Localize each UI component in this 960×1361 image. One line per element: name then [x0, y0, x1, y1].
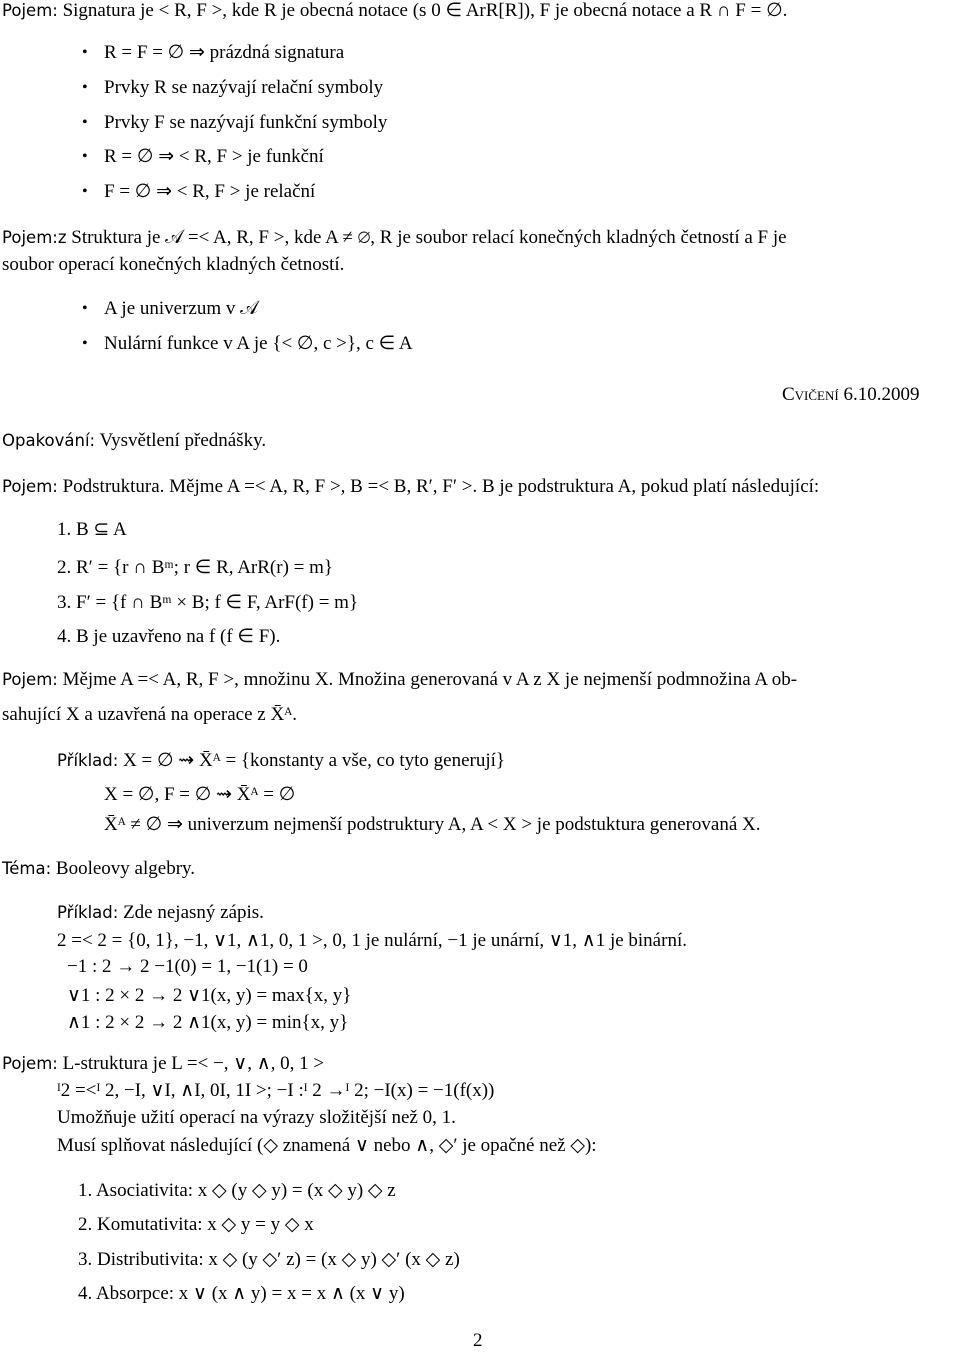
def-struktura: Pojem:z Struktura je 𝒜 =< A, R, F >, kde A ≠ ∅, R je soubor relací konečných kladných četností a F je [2, 227, 787, 248]
label-prefix: Pojem:z [2, 228, 67, 247]
bullet-nullary: • Nulární funkce v A je {< ∅, c >}, c ∈ A [104, 333, 413, 355]
bullet-function-symbols: • Prvky F se nazývají funkční symboly [104, 112, 387, 134]
label-prefix: Pojem: [2, 1, 58, 20]
priklad-1-line-3: X̄ᴬ ≠ ∅ ⇒ univerzum nejmenší podstruktury A, A < X > je podstuktura generovaná X. [104, 814, 761, 835]
section-opakovani: Opakování: Vysvětlení přednášky. [2, 430, 267, 451]
podstruktura-item-1: 1. B ⊆ A [57, 519, 127, 540]
priklad-2-title: Příklad: Zde nejasný zápis. [57, 902, 264, 923]
label-prefix: Příklad: [57, 751, 119, 770]
priklad-1-line-2: X = ∅, F = ∅ ⇝ X̄ᴬ = ∅ [104, 784, 296, 805]
def-generovana: Pojem: Mějme A =< A, R, F >, množinu X. Množina generovaná v A z X je nejmenší podmnožina A ob- [2, 669, 798, 690]
bullet-relational: • F = ∅ ⇒ < R, F > je relační [104, 181, 315, 203]
def-l-struktura: Pojem: L-struktura je L =< −, ∨, ∧, 0, 1 > [2, 1053, 325, 1074]
lecture-date: Cvičení 6.10.2009 [782, 384, 920, 405]
axiom-komutativita: 2. Komutativita: x ◇ y = y ◇ x [78, 1214, 314, 1235]
def-signatura: Pojem: Signatura je < R, F >, kde R je obecná notace (s 0 ∈ ArR[R]), F je obecná notace a R ∩ F = ∅. [2, 0, 788, 21]
l-struktura-line-1: ᴵ2 =<ᴵ 2, −I, ∨I, ∧I, 0I, 1I >; −I :ᴵ 2 →ᴵ 2; −I(x) = −1(f(x)) [57, 1080, 495, 1101]
def-generovana-cont: sahující X a uzavřená na operace z X̄ᴬ. [2, 704, 297, 725]
axiom-absorpce: 4. Absorpce: x ∨ (x ∧ y) = x = x ∧ (x ∨ y) [78, 1283, 405, 1304]
podstruktura-item-4: 4. B je uzavřeno na f (f ∈ F). [57, 626, 281, 647]
podstruktura-item-2: 2. R′ = {r ∩ Bᵐ; r ∈ R, ArR(r) = m} [57, 557, 334, 578]
bullet-universe: • A je univerzum v 𝒜 [104, 298, 258, 320]
label-prefix: Pojem: [2, 477, 58, 496]
priklad-2-line-3: ∨1 : 2 × 2 → 2 ∨1(x, y) = max{x, y} [67, 985, 352, 1006]
def-podstruktura: Pojem: Podstruktura. Mějme A =< A, R, F >, B =< B, R′, F′ >. B je podstruktura A, pokud platí následující: [2, 476, 820, 497]
podstruktura-item-3: 3. F′ = {f ∩ Bᵐ × B; f ∈ F, ArF(f) = m} [57, 592, 359, 613]
label-prefix: Pojem: [2, 1054, 58, 1073]
page-number: 2 [473, 1330, 483, 1351]
topic-booleovy-algebry: Téma: Booleovy algebry. [2, 858, 196, 879]
def-struktura-cont: soubor operací konečných kladných četností. [2, 254, 345, 275]
priklad-2-line-2: −1 : 2 → 2 −1(0) = 1, −1(1) = 0 [67, 956, 308, 977]
label-prefix: Pojem: [2, 670, 58, 689]
label-prefix: Příklad: [57, 903, 119, 922]
axiom-asociativita: 1. Asociativita: x ◇ (y ◇ y) = (x ◇ y) ◇ z [78, 1180, 396, 1201]
priklad-2-line-4: ∧1 : 2 × 2 → 2 ∧1(x, y) = min{x, y} [67, 1012, 349, 1033]
bullet-empty-signature: • R = F = ∅ ⇒ prázdná signatura [104, 42, 344, 64]
label-prefix: Opakování: [2, 431, 96, 450]
label-prefix: Téma: [2, 859, 52, 878]
axiom-distributivita: 3. Distributivita: x ◇ (y ◇′ z) = (x ◇ y) ◇′ (x ◇ z) [78, 1249, 460, 1270]
bullet-functional: • R = ∅ ⇒ < R, F > je funkční [104, 146, 324, 168]
bullet-relation-symbols: • Prvky R se nazývají relační symboly [104, 77, 383, 99]
l-struktura-line-3: Musí splňovat následující (◇ znamená ∨ nebo ∧, ◇′ je opačné než ◇): [57, 1135, 597, 1156]
priklad-1-line-1: Příklad: X = ∅ ⇝ X̄ᴬ = {konstanty a vše, co tyto generují} [57, 750, 506, 771]
priklad-2-line-1: 2 =< 2 = {0, 1}, −1, ∨1, ∧1, 0, 1 >, 0, 1 je nulární, −1 je unární, ∨1, ∧1 je binární. [57, 930, 687, 951]
l-struktura-line-2: Umožňuje užití operací na výrazy složitější než 0, 1. [57, 1107, 456, 1128]
